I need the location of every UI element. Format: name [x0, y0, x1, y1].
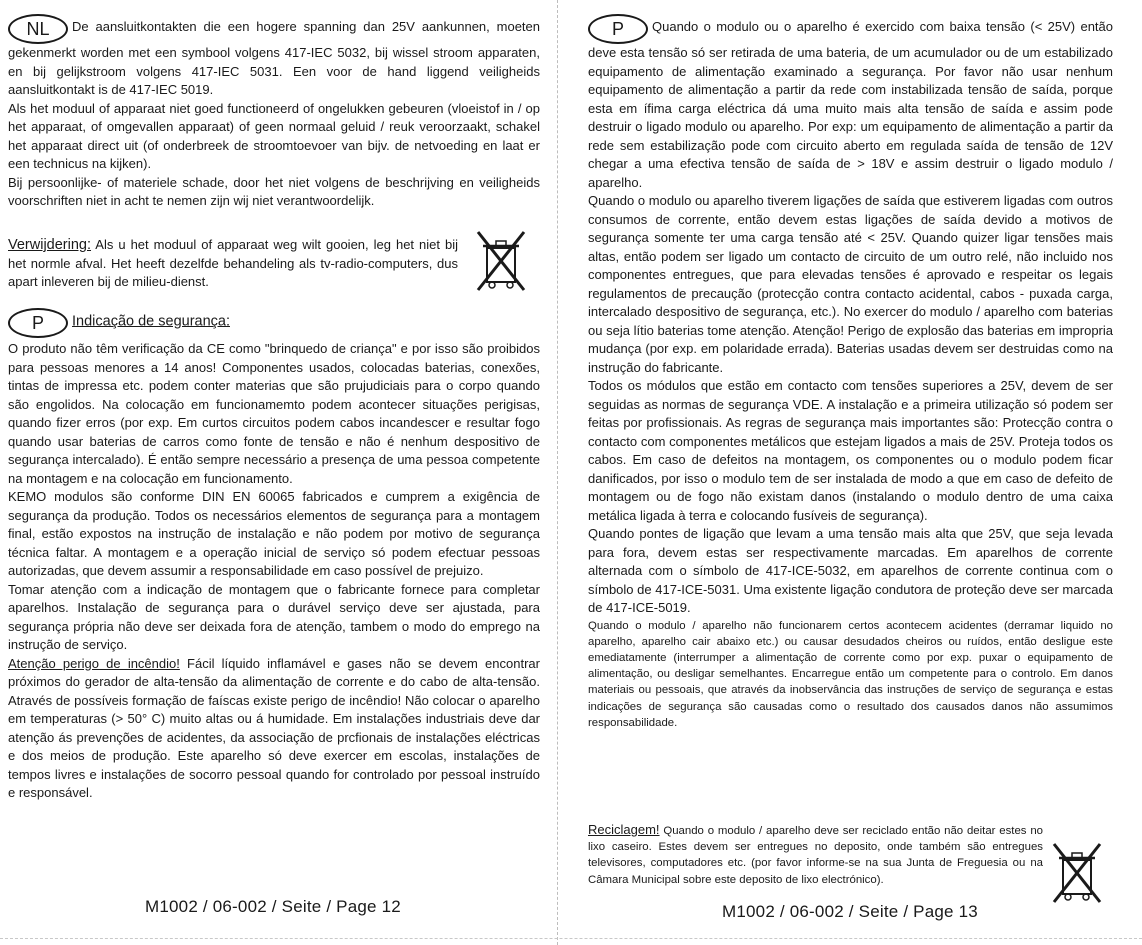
nl-paragraph-2: Als het moduul of apparaat niet goed functioneerd of ongelukken gebeuren (vloeistof in / op het apparaat, of omgevallen apparaat) of geen normaal geluid / reuk veroorzaakt, schakel het apparaat direct uit (of onderbreek de stroomtoevoer van bijv. de netvoeding en laat er een technicus na kijken).	[8, 100, 540, 171]
pt-safety-section	[8, 308, 540, 803]
pt-voltage-paragraph-3: Todos os módulos que estão em contacto com tensões superiores a 25V, devem de ser seguidas as normas de segurança VDE. A instalação e a primeira utilização só podem ser feitas por profissionais. As regras de segurança mais importantes são: Protecção contra o contacto com componentes metálicos que estejam ligados a mais de 25V. Proteja todos os cabos. Em caso de defeitos na montagem, os componentes ou o modulo podem ficar danificados, por isso o modulo tem de ser instalada de modo a que em caso de defeito de montagem ou de fogo não existam danos (instalando o modulo dentro de uma caixa metálica ligada à terra e colocando fusíveis de segurança).	[588, 378, 1113, 523]
pt-safety-heading: Indicação de segurança:	[72, 313, 230, 330]
right-page	[580, 0, 1125, 945]
pt-safety-paragraph-2: KEMO modulos são conforme DIN EN 60065 fabricados e cumprem a exigência de segurança da produção. Todos os necessários elementos de segurança para a montagem final, estão expostos na instrução de instalação e não podem por motivo de segurança técnica faltar. A montagem e a operação inicial de serviço só podem efectuar pessoas autorizadas, que devem assumir a responsabilidade em caso possível de prejuizo.	[8, 489, 540, 578]
pt-language-badge: P	[8, 308, 68, 338]
pt-voltage-paragraph-1-text: Quando o modulo ou o aparelho é exercido com baixa tensão (< 25V) então deve esta tensão só ser retirada de uma bateria, de um acumulador ou de um estabilizado equipamento de alimentação examinado a segurança. Por favor não usar nenhum equipamento de alimentação a partir da rede com instabilizada tensão de saída, porque esta em ífima carga eléctrica dá uma muito mais alta tensão de saída e assim pode destruir o ligado modulo ou aparelho. Por exp: um equipamento de alimentação a partir da rede sem estabilização pode com circuito aberto em regulada saída de tensão de 12V chegar a uma efectiva tensão de saída de > 18V e assim destruir o ligado modulo / aparelho.	[588, 19, 1113, 190]
crossed-bin-icon-right	[1048, 840, 1106, 910]
nl-paragraph-1-text: De aansluitkontakten die een hogere spanning dan 25V aankunnen, moeten gekenmerkt worden met een symbool volgens 417-IEC 5032, bij wissel stroom apparaten, en bij gelijkstroom volgens 417-IEC 5031. Een voor de hand liggend veiligheids aansluitkontakt is de 417-IEC 5019.	[8, 19, 540, 97]
left-page	[0, 0, 545, 945]
nl-warning-section	[8, 14, 540, 211]
pt-language-badge-right: P	[588, 14, 648, 44]
pt-fire-text: Fácil líquido inflamável e gases não se devem encontrar próximos do gerador de alta-tensão da alimentação de corrente e do cabo de alta-tensão. Através de possíveis formação de faíscas existe perigo de incêndio! Não colocar o aparelho em temperaturas (> 50° C) muito altas ou á humidade. Em instalações industriais deve dar atenção ás prevenções de acidentes, da associação de prcfionais de instalações eléctricas e dos meios de produção. Este aparelho só deve exercer em escolas, instalações de tempos livres e instalações de socorro pessoal quando for controlado por pessoal instruído e responsável.	[8, 655, 540, 800]
pt-voltage-section	[588, 14, 1113, 731]
pt-recycling-heading: Reciclagem!	[588, 822, 660, 837]
nl-disposal-section	[8, 236, 458, 292]
pt-safety-heading-row	[8, 308, 540, 338]
pt-safety-paragraph-1: O produto não têm verificação da CE como "brinquedo de criança" e por isso são proibidos para pessoas menores a 14 anos! Componentes usados, colocadas baterias, conexões, tintas de impressa etc. podem conter materias que são prujudiciais para o corpo quando são engolidos. Na colocação em funcionamemto podem acontecer situações perigisas, quando fizer erros (por exp. Em curtos circuitos podem cabos incandescer e resultar fogo quando usar baterias de carros como fonte de tensão e não é nenhum despositivo de segurança intercalado). É então sempre necessário a presença de uma pessoa competente na montagem e na colocação em funcionamento.	[8, 341, 540, 486]
nl-paragraph-3: Bij persoonlijke- of materiele schade, door het niet volgens de beschrijving en veiligheids voorschriften niet in acht te nemen zijn wij niet verantwoordelijk.	[8, 174, 540, 208]
pt-voltage-paragraph-2: Quando o modulo ou aparelho tiverem ligações de saída que estiverem ligadas com outros consumos de corrente, então devem estas ligações de saída devido a motivos de segurança somente ter uma carga tensão até < 25V. Quando quizer ligar tensões mais altas, então podem ser ligado um contacto de circuito de um outro relé, não incluido nos componentes entregues, que para elevadas tensões é aprovado e respeitar os legais regulamentos de precaução (protecção contra contacto acidental, cabos - puxada carga, intercalado despositivo de segurança, etc.). No exercer do modulo / aparelho com baterias ou seja lítio baterias tome atenção. Atenção! Perigo de explosão das baterias em impropria mudança (por exp. em polaridade errada). Baterias usadas devem ser destruidas como na instrução do fabricante.	[588, 193, 1113, 375]
pt-fire-heading: Atenção perigo de incêndio!	[8, 655, 180, 671]
pt-voltage-paragraph-4: Quando pontes de ligação que levam a uma tensão mais alta que 25V, que seja levada para fora, devem estas ser respectivamente marcadas. Em aparelhos de corrente alternada com o símbolo de 417-ICE-5032, em aparelhos de corrente continua com o símbolo de 417-ICE-5031. Uma existente ligação condutora de proteção deve ser marcada de 417-ICE-5019.	[588, 526, 1113, 615]
nl-disposal-paragraph	[8, 236, 458, 292]
pt-recycling-text: Quando o modulo / aparelho deve ser reciclado então não deitar estes no lixo caseiro. Estes devem ser entregues no deposito, onde também são entregues televisores, computadores etc. (por favor informe-se na sua Junta de Freguesia ou na Câmara Municipal sobre este deposito de lixo electrónico).	[588, 825, 1043, 886]
crossed-bin-icon	[472, 228, 530, 298]
pt-safety-paragraph-3: Tomar atenção com a indicação de montagem que o fabricante fornece para completar aparelhos. Instalação de segurança para o durável serviço deve ser ajustada, para segurança própria não deve ser deixada fora de atenção, tambem o modo do emprego na instrução de serviço.	[8, 581, 540, 652]
nl-language-badge: NL	[8, 14, 68, 44]
pt-fire-paragraph	[8, 655, 540, 803]
pt-recycling-paragraph	[588, 822, 1043, 888]
page-footer-left: M1002 / 06-002 / Seite / Page 12	[145, 897, 401, 916]
page-divider	[557, 0, 558, 945]
pt-recycling-section	[588, 822, 1043, 888]
pt-malfunction-paragraph: Quando o modulo / aparelho não funcionarem certos acontecem acidentes (derramar liquido no aparelho, aparelho cair abaixo etc.) ou causar desudados cheiros ou ruídos, então desligue este emediatamente (interrumper a alimentação de corrente como por exp. puxar o equipamento de alimentação, ou desligar semelhantes. Encarregue então um competente para o controlo. Em danos materiais ou pessoais, que através da inobservância das instruções de serviço de segurança e estas indicações de segurança são causadas como o resultado dos causados danos não assumimos responsabilidade.	[588, 619, 1113, 729]
nl-disposal-text: Als u het moduul of apparaat weg wilt gooien, leg het niet bij het normle afval. Het heeft dezelfde behandeling als tv-radio-computers, dus apart inleveren bij de milieu-dienst.	[8, 237, 458, 289]
nl-paragraph-1	[8, 14, 540, 100]
pt-voltage-paragraph-1	[588, 14, 1113, 192]
nl-disposal-heading: Verwijdering:	[8, 237, 92, 253]
page-footer-right: M1002 / 06-002 / Seite / Page 13	[722, 902, 978, 921]
